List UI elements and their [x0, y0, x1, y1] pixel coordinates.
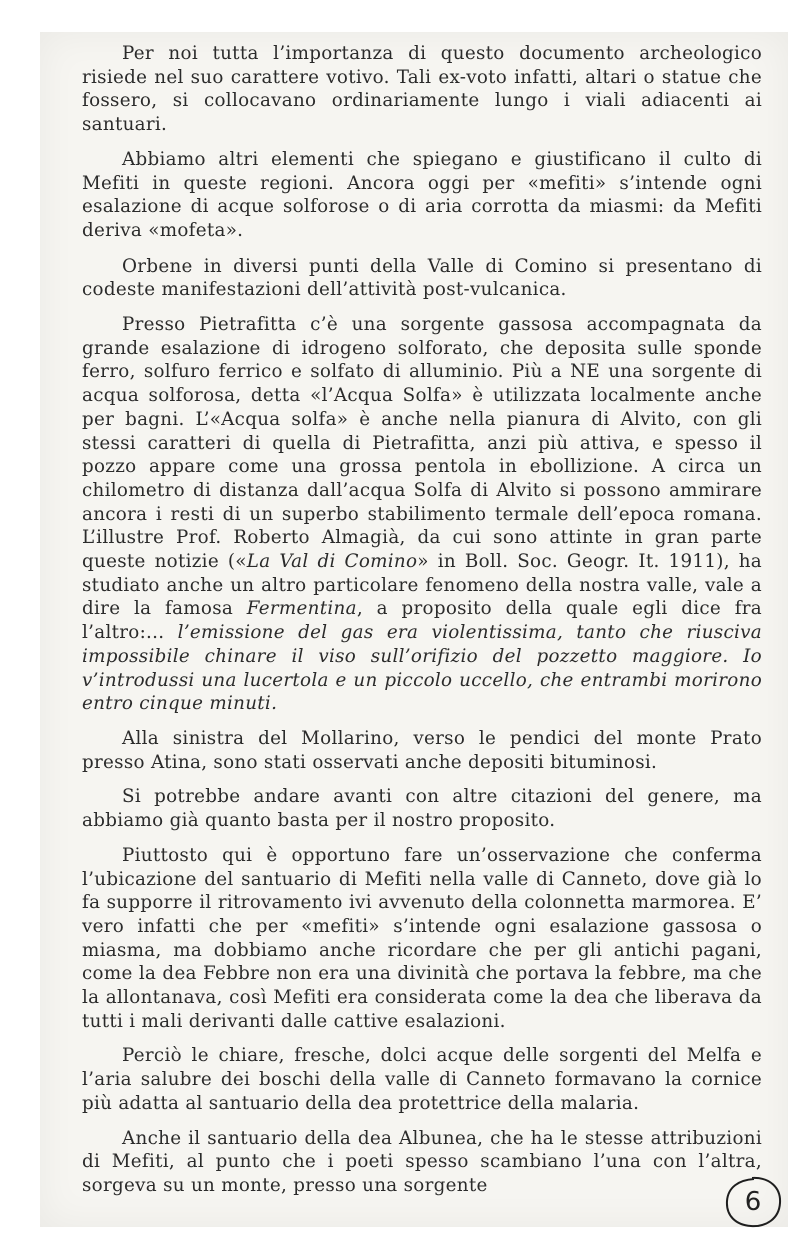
italic-quote: l’emissione del gas era violentissima, tanto che riusciva impossibile chinare il viso sull’orifizio del pozzetto maggiore. Io v’introdussi una lucertola e un piccolo uccello, che entrambi morirono entro cinque minuti. [82, 622, 762, 715]
paragraph [82, 313, 762, 716]
paragraph: Per noi tutta l’importanza di questo documento archeologico risiede nel suo carattere votivo. Tali ex-voto infatti, altari o statue che fossero, si collocavano ordinariamente lungo i viali adiacenti ai santuari. [82, 43, 762, 136]
paragraph: Alla sinistra del Mollarino, verso le pendici del monte Prato presso Atina, sono stati osservati anche depositi bituminosi. [82, 727, 762, 773]
paragraph: Orbene in diversi punti della Valle di Comino si presentano di codeste manifestazioni dell’attività post-vulcanica. [82, 255, 762, 301]
text-run: » in Boll. Soc. Geogr. It. 1911), ha studiato anche un altro particolare fenomeno della nostra valle, vale a dire la famosa [82, 551, 763, 620]
italic-title: La Val di Comino [246, 551, 418, 573]
text-run: Presso Pietrafitta c’è una sorgente gassosa accompagnata da grande esalazione di idrogeno solforato, che deposita sulle sponde ferro, solfuro ferrico e solfato di alluminio. Più a NE una sorgente di acqua solforosa, detta «l’Acqua Solfa» è utilizzata localmente anche per bagni. L’«Acqua solfa» è anche nella pianura di Alvito, con gli stessi caratteri di quella di Pietrafitta, anzi più attiva, e spesso il pozzo appare come una grossa pentola in ebollizione. A circa un chilometro di distanza dall’acqua Solfa di Alvito si possono ammirare ancora i resti di un superbo stabilimento termale dell’epoca romana. L’illustre Prof. Roberto Almagià, da cui sono attinte in gran parte queste notizie (« [82, 314, 762, 573]
italic-term: Fermentina [246, 598, 357, 620]
document-page [40, 32, 788, 1227]
text-run: , a proposito della quale egli dice fra l’altro:... [82, 598, 762, 644]
paragraph: Si potrebbe andare avanti con altre citazioni del genere, ma abbiamo già quanto basta per il nostro proposito. [82, 786, 762, 832]
page-number-label: 6 [744, 1187, 762, 1217]
paragraph: Piuttosto qui è opportuno fare un’osservazione che conferma l’ubicazione del santuario di Mefiti nella valle di Canneto, dove già lo fa supporre il ritrovamento ivi avvenuto della colonnetta marmorea. E’ vero infatti che per «mefiti» s’intende ogni esalazione gassosa o miasma, ma dobbiamo anche ricordare che per gli antichi pagani, come la dea Febbre non era una divinità che portava la febbre, ma che la allontanava, così Mefiti era considerata come la dea che liberava da tutti i mali derivanti dalle cattive esalazioni. [82, 844, 762, 1032]
paragraph: Anche il santuario della dea Albunea, che ha le stesse attribuzioni di Mefiti, al punto che i poeti spesso scambiano l’una con l’altra, sorgeva su un monte, presso una sorgente [82, 1127, 762, 1196]
page-number [722, 1174, 784, 1230]
paragraph: Perciò le chiare, fresche, dolci acque delle sorgenti del Melfa e l’aria salubre dei boschi della valle di Canneto formavano la cornice più adatta al santuario della dea protettrice della malaria. [82, 1045, 762, 1114]
paragraph: Abbiamo altri elementi che spiegano e giustificano il culto di Mefiti in queste regioni. Ancora oggi per «mefiti» s’intende ogni esalazione di acque solforose o di aria corrotta da miasmi: da Mefiti deriva «mofeta». [82, 148, 762, 241]
body-text [82, 42, 762, 1209]
